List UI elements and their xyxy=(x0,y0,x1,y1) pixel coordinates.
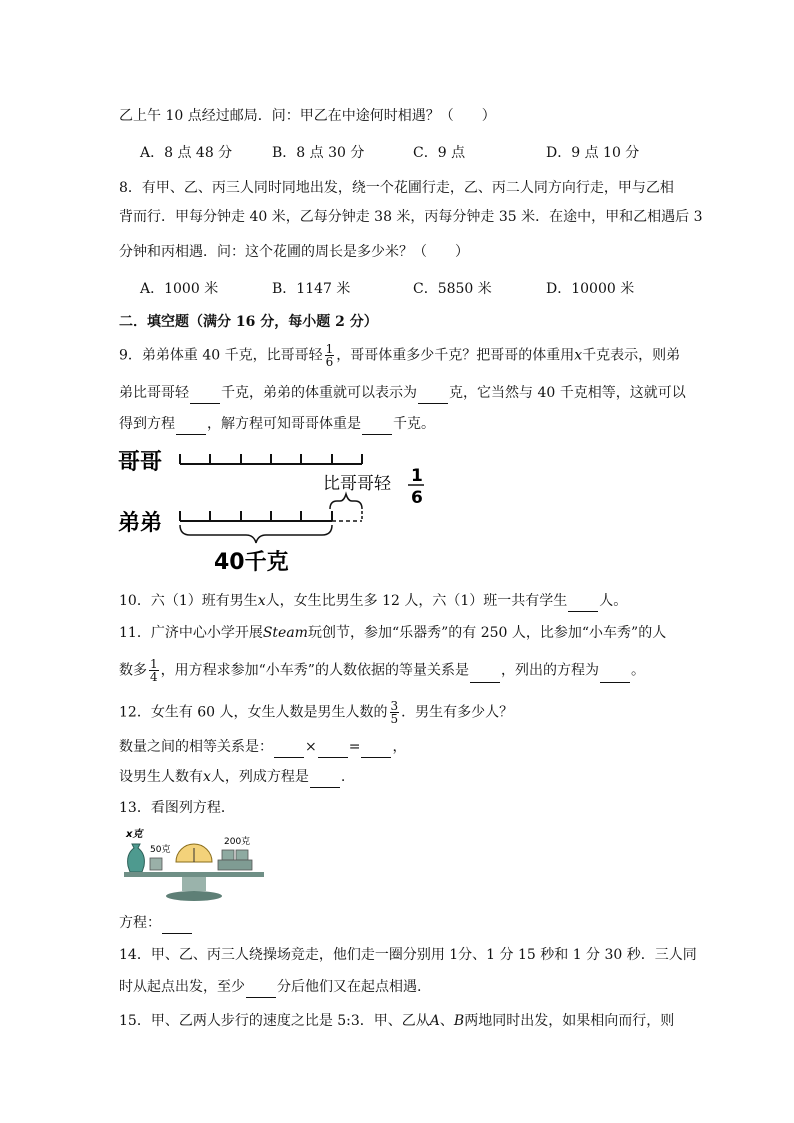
q9-text-5: 千克，弟弟的体重就可以表示为 xyxy=(221,385,417,401)
weight-200-icon-a xyxy=(222,850,234,860)
q11-text-6: 。 xyxy=(630,662,645,679)
q11-steam: Steam xyxy=(262,625,308,641)
q15-text-1: 15．甲、乙两人步行的速度之比是 5:3．甲、乙从 xyxy=(119,1013,430,1029)
brace-one-sixth xyxy=(330,494,362,509)
q8-option-d[interactable]: D．10000 米 xyxy=(546,281,635,297)
q10-text-1: 10．六（1）班有男生 xyxy=(119,593,258,609)
q9-text-1: 9．弟弟体重 40 千克，比哥哥轻 xyxy=(119,347,323,364)
q14-text-2: 分后他们又在起点相遇. xyxy=(277,979,422,995)
answer-blank[interactable] xyxy=(176,420,206,435)
answer-blank[interactable] xyxy=(361,743,391,758)
q15-sep: 、 xyxy=(439,1013,454,1029)
q9-line-3 xyxy=(119,413,435,435)
q8-option-c[interactable]: C．5850 米 xyxy=(413,281,492,297)
gege-ticks xyxy=(180,454,362,464)
didi-ticks xyxy=(180,511,332,521)
vase-icon xyxy=(128,844,145,872)
answer-blank[interactable] xyxy=(190,389,220,404)
q13-answer-line xyxy=(119,912,193,934)
q8-option-b[interactable]: B．1147 米 xyxy=(272,281,351,297)
q11-text-4: ，用方程求参加“小车秀”的人数依据的等量关系是 xyxy=(160,662,469,679)
q12-text-4: 设男生人数有 xyxy=(119,769,203,785)
q11-text-5: ，列出的方程为 xyxy=(500,662,599,679)
diagram-label-didi: 弟弟 xyxy=(118,511,163,536)
brace-forty-kg xyxy=(180,525,332,543)
q9-line-2 xyxy=(119,382,686,404)
weight-200-icon-b xyxy=(236,850,248,860)
answer-blank[interactable] xyxy=(162,919,192,934)
scale-beam xyxy=(124,872,264,877)
weight-200-base xyxy=(218,860,252,870)
q7-tail-text: 乙上午 10 点经过邮局．问：甲乙在中途何时相遇？（ ） xyxy=(119,108,496,124)
q13-answer-label: 方程： xyxy=(119,915,161,931)
diagram-frac-den: 6 xyxy=(411,488,423,508)
answer-blank[interactable] xyxy=(362,420,392,435)
q10-variable: x xyxy=(257,593,266,609)
q9-text-3: 千克表示，则弟 xyxy=(582,347,681,364)
balance-scale-image xyxy=(122,826,272,906)
q9-variable: x xyxy=(574,347,583,364)
answer-blank[interactable] xyxy=(310,773,340,788)
q12-times: × xyxy=(305,739,317,755)
q10-line xyxy=(119,590,627,612)
q9-line-1 xyxy=(119,343,680,368)
fraction-one-sixth: $\frac{1}{6}$ xyxy=(325,342,334,369)
scale-label-50: 50克 xyxy=(150,845,171,855)
q7-option-a[interactable]: A．8 点 48 分 xyxy=(140,145,233,161)
q15-text-2: 两地同时出发，如果相向而行，则 xyxy=(464,1013,675,1029)
q12-line-2 xyxy=(119,736,406,758)
segment-diagram xyxy=(118,445,458,580)
q12-line-1 xyxy=(119,700,513,725)
diagram-frac-num: 1 xyxy=(411,466,423,486)
q7-option-d[interactable]: D．9 点 10 分 xyxy=(546,145,640,161)
answer-blank[interactable] xyxy=(274,743,304,758)
q11-text-1: 11．广济中心小学开展 xyxy=(119,625,263,641)
scale-label-x: x克 xyxy=(126,829,143,840)
q12-equals: = xyxy=(348,739,361,755)
fraction-one-quarter: $\frac{1}{4}$ xyxy=(150,657,158,684)
q9-text-4: 弟比哥哥轻 xyxy=(119,385,189,401)
q14-line-1: 14．甲、乙、丙三人绕操场竞走，他们走一圈分别用 1分、1 分 15 秒和 1 分 30 秒．三人同 xyxy=(119,947,697,963)
diagram-label-weight: 40千克 xyxy=(214,550,289,575)
section-title-fill-in: 二．填空题（满分 16 分，每小题 2 分） xyxy=(119,314,378,330)
q11-line-1 xyxy=(119,622,666,644)
answer-blank[interactable] xyxy=(568,597,598,612)
q13-title: 13．看图列方程． xyxy=(119,800,235,816)
scale-stand xyxy=(182,877,206,891)
q7-option-c[interactable]: C．9 点 xyxy=(413,145,466,161)
q15-point-a: A xyxy=(429,1013,440,1029)
q9-text-7: 得到方程 xyxy=(119,416,175,432)
q14-line-2 xyxy=(119,976,421,998)
q8-line-1: 8．有甲、乙、丙三人同时同地出发，绕一个花圃行走，乙、丙二人同方向行走，甲与乙相 xyxy=(119,180,674,196)
q12-comma: ， xyxy=(392,739,407,755)
scale-base xyxy=(166,891,222,901)
q12-text-1: 12．女生有 60 人，女生人数是男生人数的 xyxy=(119,704,388,721)
q15-point-b: B xyxy=(453,1013,465,1029)
weight-50-icon xyxy=(150,858,162,870)
q12-variable: x xyxy=(203,769,211,785)
q14-text-1: 时从起点出发，至少 xyxy=(119,979,245,995)
q8-option-a[interactable]: A．1000 米 xyxy=(140,281,219,297)
q11-text-3: 数多 xyxy=(119,662,147,679)
q8-line-3: 分钟和丙相遇．问：这个花圃的周长是多少米？（ ） xyxy=(119,244,469,260)
q9-text-2: ，哥哥体重多少千克？把哥哥的体重用 xyxy=(336,347,575,364)
q8-line-2: 背而行．甲每分钟走 40 米，乙每分钟走 38 米，丙每分钟走 35 米．在途中，甲和乙相遇后 3 xyxy=(119,209,703,225)
scale-label-200: 200克 xyxy=(224,837,251,847)
q12-text-2: ．男生有多少人？ xyxy=(401,704,514,721)
q9-text-6: 克，它当然与 40 千克相等，这就可以 xyxy=(449,385,686,401)
q12-line-3 xyxy=(119,766,345,788)
diagram-label-gege: 哥哥 xyxy=(118,450,163,475)
q9-text-9: 千克。 xyxy=(393,416,435,432)
fraction-three-fifths: $\frac{3}{5}$ xyxy=(390,699,399,726)
answer-blank[interactable] xyxy=(246,983,276,998)
answer-blank[interactable] xyxy=(418,389,448,404)
q9-text-8: ，解方程可知哥哥体重是 xyxy=(207,416,361,432)
q10-text-2: 人，女生比男生多 12 人，六（1）班一共有学生 xyxy=(265,593,568,609)
answer-blank[interactable] xyxy=(600,668,630,683)
q12-text-6: . xyxy=(340,769,346,785)
q10-text-3: 人。 xyxy=(599,593,628,609)
q15-line-1 xyxy=(119,1010,674,1032)
q7-option-b[interactable]: B．8 点 30 分 xyxy=(272,145,365,161)
q11-text-2: 玩创节，参加“乐器秀”的有 250 人，比参加“小车秀”的人 xyxy=(307,625,667,641)
q11-line-2 xyxy=(119,658,645,683)
q12-text-5: 人，列成方程是 xyxy=(210,769,309,785)
q12-text-3: 数量之间的相等关系是： xyxy=(119,739,273,755)
answer-blank[interactable] xyxy=(318,743,348,758)
diagram-label-less: 比哥哥轻 xyxy=(323,474,391,494)
answer-blank[interactable] xyxy=(470,668,500,683)
